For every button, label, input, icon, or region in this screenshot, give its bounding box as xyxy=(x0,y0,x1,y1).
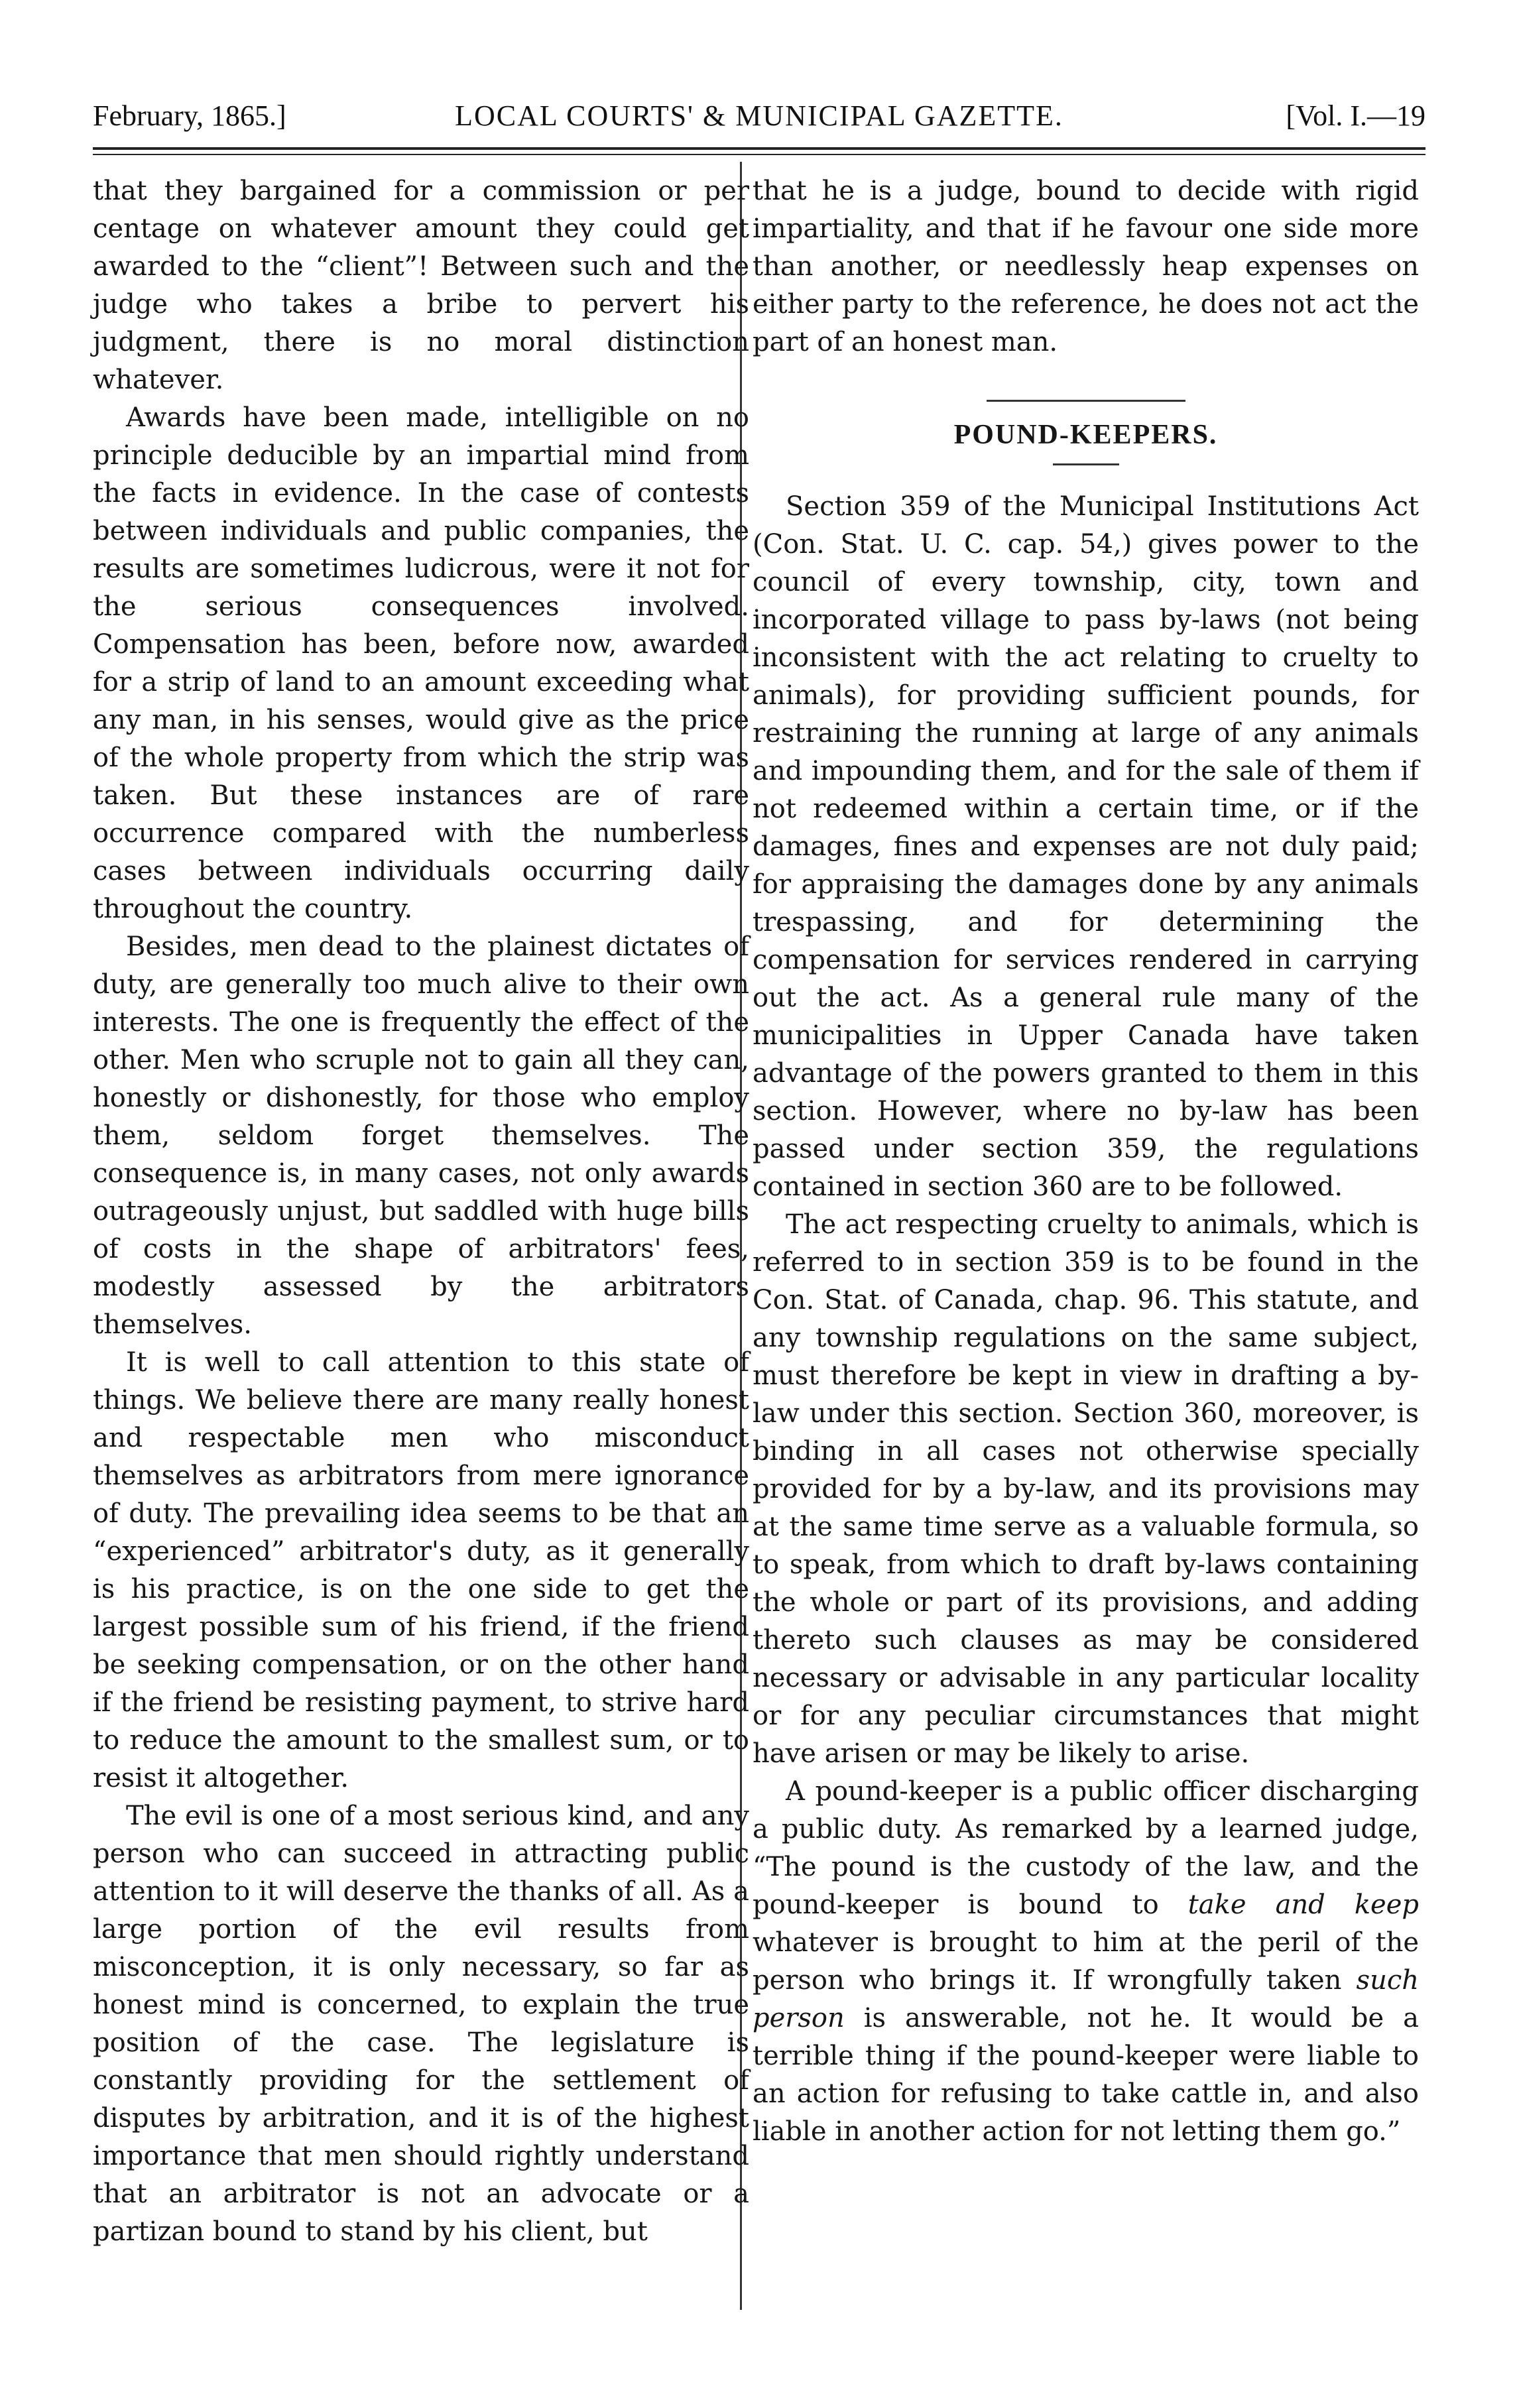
left-paragraph-3: Besides, men dead to the plainest dictates of duty, are generally too much alive to their own interests. The one is frequently the effect of the other. Men who scruple not to gain all they can, honestly or dishonestly, for those who employ them, seldom forget themselves. The consequence is, in many cases, not only awards outrageously unjust, but saddled with huge bills of costs in the shape of arbitrators' fees, modestly assessed by the arbitrators themselves. xyxy=(93,932,749,1340)
left-column xyxy=(93,172,749,2251)
publication-title: LOCAL COURTS' & MUNICIPAL GAZETTE. xyxy=(455,99,1063,132)
left-paragraph-5: The evil is one of a most serious kind, and any person who can succeed in attracting public attention to it will deserve the thanks of all. As a large portion of the evil results from misconception, it is only necessary, so far as honest mind is concerned, to explain the true position of the case. The legislature is constantly providing for the settlement of disputes by arbitration, and it is of the highest importance that men should rightly understand that an arbitrator is not an advocate or a partizan bound to stand by his client, but xyxy=(93,1801,749,2247)
right-paragraph-3 xyxy=(753,1773,1419,2151)
running-header xyxy=(93,93,1425,139)
section-divider xyxy=(987,400,1185,402)
left-paragraph-1: that they bargained for a commission or per centage on whatever amount they could get awarded to the “client”! Between such and the judge who takes a bribe to pervert his judgment, there is no moral distinction whatever. xyxy=(93,176,749,395)
quote-text-2: whatever is brought to him at the peril of the person who brings it. If wrongfully taken xyxy=(753,1927,1419,1996)
section-heading: POUND-KEEPERS. xyxy=(953,420,1218,450)
heading-underline xyxy=(1053,463,1119,465)
quote-text-3: is answerable, not he. It would be a terrible thing if the pound-keeper were liable to an action for refusing to take cattle in, and also liable in another action for not letting them go.” xyxy=(753,2003,1419,2147)
volume-page-number: [Vol. I.—19 xyxy=(1286,99,1425,132)
issue-date: February, 1865.] xyxy=(93,99,286,132)
right-continuation-paragraph: that he is a judge, bound to decide with rigid impartiality, and that if he favour one side more than another, or needlessly heap expenses on either party to the reference, he does not act the part of an honest man. xyxy=(753,176,1419,357)
quote-text-1: A pound-keeper is a public officer discharging a public duty. As remarked by a learned judge, “The pound is the custody of the law, and the pound-keeper is bound to xyxy=(753,1776,1419,1920)
left-paragraph-2: Awards have been made, intelligible on no principle deducible by an impartial mind from the facts in evidence. In the case of contests between individuals and public companies, the results are sometimes ludicrous, were it not for the serious consequences involved. Compensation has been, before now, awarded for a strip of land to an amount exceeding what any man, in his senses, would give as the price of the whole property from which the strip was taken. But these instances are of rare occurrence compared with the numberless cases between individuals occurring daily throughout the country. xyxy=(93,402,749,924)
right-column xyxy=(753,172,1419,2151)
right-paragraph-1: Section 359 of the Municipal Institutions Act (Con. Stat. U. C. cap. 54,) gives power to the council of every township, city, town and incorporated village to pass by-laws (not being inconsistent with the act relating to cruelty to animals), for providing sufficient pounds, for restraining the running at large of any animals and impounding them, and for the sale of them if not redeemed within a certain time, or if the damages, fines and expenses are not duly paid; for appraising the damages done by any animals trespassing, and for determining the compensation for services rendered in carrying out the act. As a general rule many of the municipalities in Upper Canada have taken advantage of the powers granted to them in this section. However, where no by-law has been passed under section 359, the regulations contained in section 360 are to be followed. xyxy=(753,491,1419,1202)
quote-italic-2: such person xyxy=(753,1965,1419,2033)
right-paragraph-2: The act respecting cruelty to animals, which is referred to in section 359 is to be found in the Con. Stat. of Canada, chap. 96. This statute, and any township regulations on the same subject, must therefore be kept in view in drafting a by-law under this section. Section 360, moreover, is binding in all cases not otherwise specially provided for by a by-law, and its provisions may at the same time serve as a valuable formula, so to speak, from which to draft by-laws containing the whole or part of its provisions, and adding thereto such clauses as may be considered necessary or advisable in any particular locality or for any peculiar circumstances that might have arisen or may be likely to arise. xyxy=(753,1209,1419,1769)
quote-italic-1: take and keep xyxy=(1187,1890,1420,1920)
left-paragraph-4: It is well to call attention to this state of things. We believe there are many really honest and respectable men who misconduct themselves as arbitrators from mere ignorance of duty. The prevailing idea seems to be that an “experienced” arbitrator's duty, as it generally is his practice, is on the one side to get the largest possible sum of his friend, if the friend be seeking compensation, or on the other hand if the friend be resisting payment, to strive hard to reduce the amount to the smallest sum, or to resist it altogether. xyxy=(93,1347,749,1793)
header-rule xyxy=(93,147,1425,155)
